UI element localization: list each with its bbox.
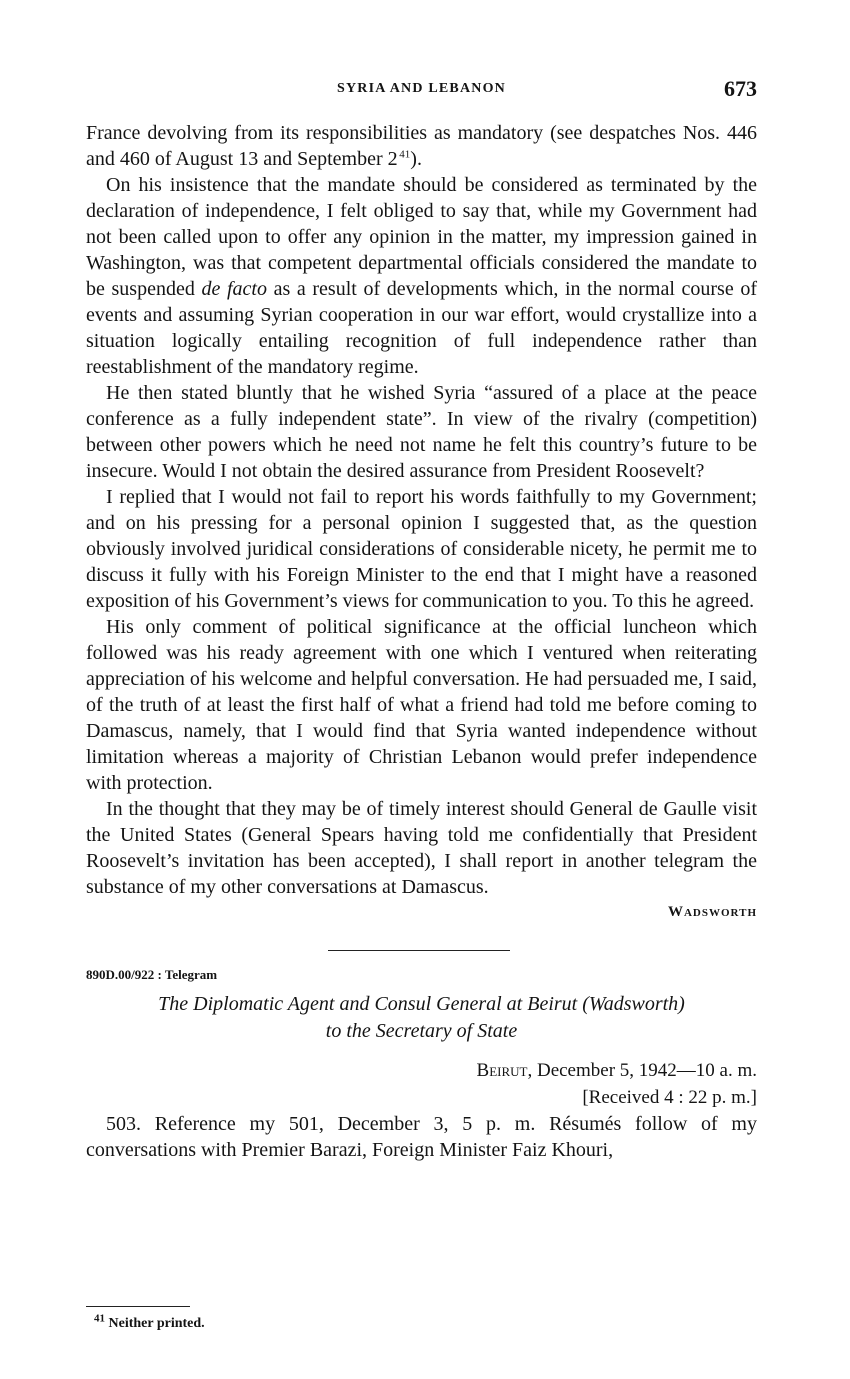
running-title: SYRIA AND LEBANON	[337, 81, 506, 96]
paragraph-mandate	[86, 172, 757, 380]
section-divider	[328, 950, 510, 951]
paragraph-text: ).	[410, 148, 422, 170]
paragraph-text: On his insistence that the mandate should be considered as terminated by the declaration of independence, I felt obliged to say that, while my Government had not been called upon to offer any opinion in the matter, my impression gained in Washington, was that competent departmental officials considered the mandate to be suspended	[86, 174, 757, 300]
received-stamp: [Received 4 : 22 p. m.]	[582, 1087, 757, 1108]
body-text	[86, 120, 757, 1163]
document-title-line-2: to the Secretary of State	[325, 1020, 518, 1042]
dateline-date	[86, 1057, 757, 1084]
footnote-marker: 41	[94, 1312, 105, 1325]
dateline-place: Beirut	[476, 1060, 528, 1081]
dateline	[86, 1057, 757, 1111]
footnote-divider	[86, 1306, 190, 1307]
file-reference: 890D.00/922 : Telegram	[86, 967, 218, 982]
signature: Wadsworth	[667, 904, 757, 920]
footnote	[94, 1312, 205, 1332]
paragraph-de-gaulle: In the thought that they may be of timely interest should General de Gaulle visit the United States (General Spears having told me confidentially that President Roosevelt’s invitation has been accepted), I shall report in another telegram the substance of my other conversations at Damascus.	[86, 798, 757, 898]
paragraph-luncheon: His only comment of political significance at the official luncheon which followed was his ready agreement with one which I ventured when reiterating appreciation of his welcome and helpful conversation. He had persuaded me, I said, of the truth of at least the first half of what a friend had told me before coming to Damascus, namely, that I would find that Syria wanted independence without limitation whereas a majority of Christian Lebanon would prefer independence with protection.	[86, 616, 757, 794]
paragraph-reply: I replied that I would not fail to report his words faithfully to my Government; and on his pressing for a personal opinion I suggested that, as the question obviously involved juridical considerations of considerable nicety, he permit me to discuss it fully with his Foreign Minister to the end that I might have a reasoned exposition of his Government’s views for communication to you. To this he agreed.	[86, 486, 757, 612]
paragraph-telegram-opening: 503. Reference my 501, December 3, 5 p. m. Résumés follow of my conversations with Premier Barazi, Foreign Minister Faiz Khouri,	[86, 1113, 757, 1161]
dateline-time: , December 5, 1942—10 a. m.	[527, 1060, 757, 1081]
paragraph-peace-conference: He then stated bluntly that he wished Syria “assured of a place at the peace conference as a fully independent state”. In view of the rivalry (competition) between other powers which he need not name he felt this country’s future to be insecure. Would I not obtain the desired assurance from President Roosevelt?	[86, 382, 757, 482]
page-number: 673	[724, 76, 757, 101]
footnote-text: Neither printed.	[105, 1316, 205, 1331]
document-title-line-1: The Diplomatic Agent and Consul General at Beirut (Wadsworth)	[158, 993, 685, 1015]
paragraph-continuation	[86, 120, 757, 172]
document-title	[86, 991, 757, 1045]
footnote-reference: 41	[399, 148, 411, 161]
paragraph-text: France devolving from its responsibilities as mandatory (see despatches Nos. 446 and 460 of August 13 and September 2	[86, 122, 757, 170]
paragraph-text: as a result of developments which, in the normal course of events and assuming Syrian cooperation in our war effort, would crystallize into a situation logically entailing recognition of full independence rather than reestablishment of the mandatory regime.	[86, 278, 757, 378]
emphasis-de-facto: de facto	[201, 278, 267, 300]
running-head	[86, 78, 757, 104]
